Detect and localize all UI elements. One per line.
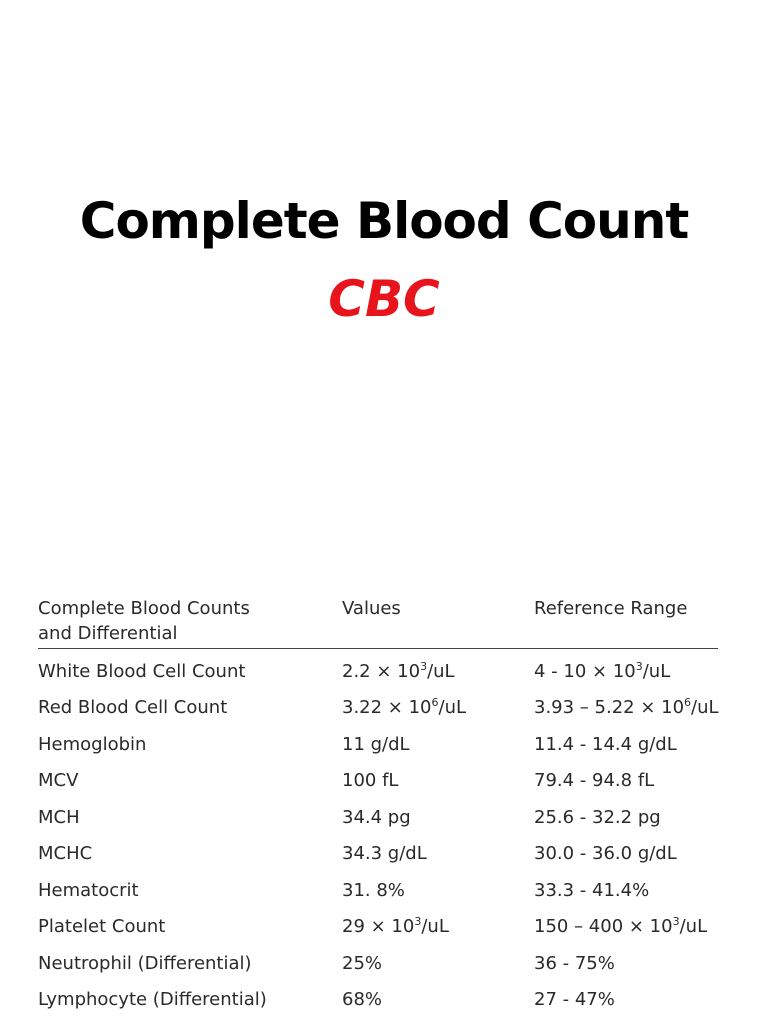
row-value: 34.3 g/dL bbox=[342, 843, 427, 865]
row-name: Lymphocyte (Differential) bbox=[38, 989, 267, 1011]
table-row bbox=[38, 872, 718, 909]
table-header bbox=[38, 596, 718, 649]
table-row bbox=[38, 726, 718, 763]
cbc-table bbox=[38, 596, 718, 1018]
row-value: $2.2 \times 10^3/uL$ bbox=[342, 659, 455, 682]
row-range: $150 - 400 \times 10^3/uL$ bbox=[534, 915, 708, 938]
table-row bbox=[38, 982, 718, 1019]
row-range: 79.4 - 94.8 fL bbox=[534, 770, 655, 792]
row-range: 25.6 - 32.2 pg bbox=[534, 806, 661, 828]
header-range: Reference Range bbox=[534, 598, 688, 619]
row-name: Neutrophil (Differential) bbox=[38, 952, 252, 974]
row-range: 11.4 - 14.4 g/dL bbox=[534, 733, 677, 755]
row-value: $3.22 \times 10^6/uL$ bbox=[342, 696, 467, 719]
row-name: MCH bbox=[38, 806, 80, 828]
row-name: White Blood Cell Count bbox=[38, 660, 246, 682]
row-name: Hemoglobin bbox=[38, 733, 147, 755]
row-name: Red Blood Cell Count bbox=[38, 697, 228, 719]
row-value: 100 fL bbox=[342, 770, 399, 792]
page-title: Complete Blood Count bbox=[79, 192, 689, 250]
table-row bbox=[38, 945, 718, 982]
table-row bbox=[38, 763, 718, 800]
row-name: Hematocrit bbox=[38, 879, 139, 901]
page-subtitle: CBC bbox=[328, 270, 440, 328]
row-value: 25% bbox=[342, 952, 383, 974]
header-name bbox=[38, 596, 342, 648]
row-value: 11 g/dL bbox=[342, 733, 410, 755]
table-row bbox=[38, 799, 718, 836]
header-name-line2: and Differential bbox=[38, 623, 178, 644]
row-value: 68% bbox=[342, 989, 383, 1011]
row-range: 27 - 47% bbox=[534, 989, 615, 1011]
row-range: $4 - 10 \times 10^3/uL$ bbox=[534, 659, 671, 682]
header-name-line1: Complete Blood Counts bbox=[38, 598, 250, 619]
row-value: 31. 8% bbox=[342, 879, 405, 901]
table-row bbox=[38, 909, 718, 946]
row-name: Platelet Count bbox=[38, 916, 166, 938]
row-name: MCHC bbox=[38, 843, 93, 865]
row-value: $29 \times 10^3/uL$ bbox=[342, 915, 449, 938]
row-range: 33.3 - 41.4% bbox=[534, 879, 650, 901]
table-row bbox=[38, 836, 718, 873]
row-range: 30.0 - 36.0 g/dL bbox=[534, 843, 677, 865]
row-range: 36 - 75% bbox=[534, 952, 615, 974]
row-range: $3.93 - 5.22 \times 10^6/uL$ bbox=[534, 696, 719, 719]
row-value: 34.4 pg bbox=[342, 806, 411, 828]
table-body bbox=[38, 653, 718, 1018]
row-name: MCV bbox=[38, 770, 79, 792]
table-row bbox=[38, 653, 718, 690]
table-row bbox=[38, 690, 718, 727]
header-value: Values bbox=[342, 598, 401, 619]
